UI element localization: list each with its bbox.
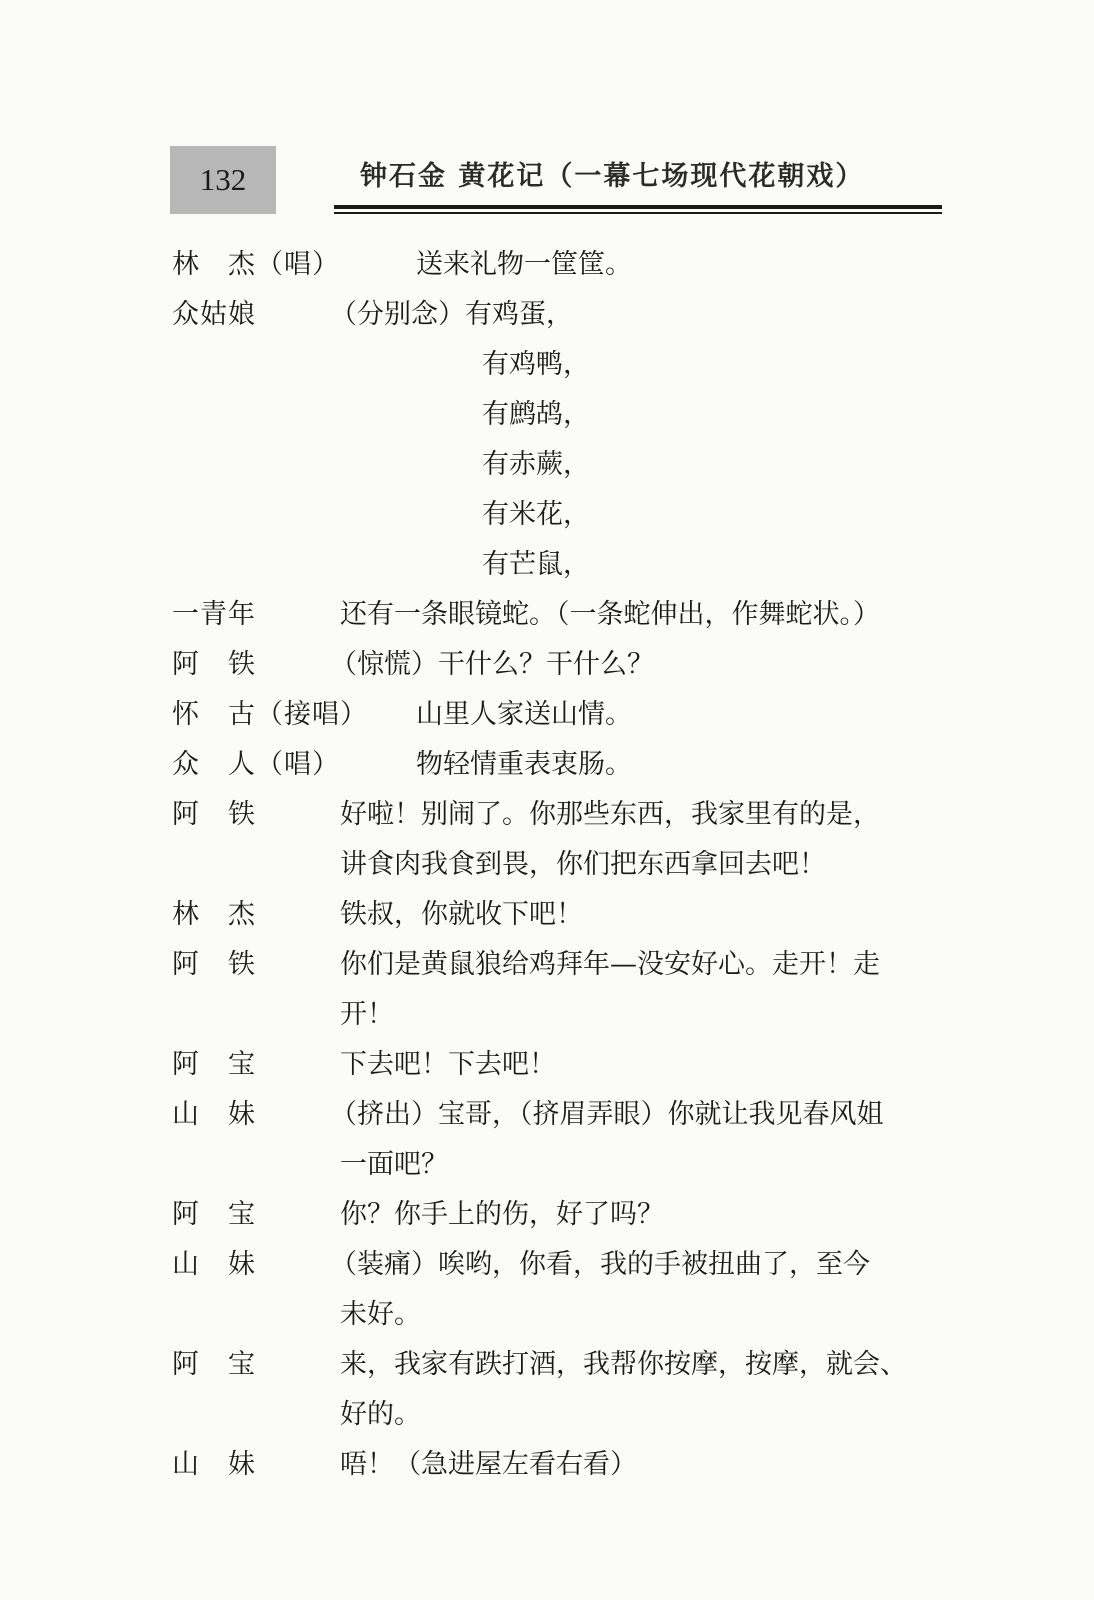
speaker-name: 阿 宝 — [172, 1049, 256, 1080]
script-line — [172, 1240, 942, 1290]
speaker-name: 山 妹 — [172, 1099, 256, 1130]
script-line — [172, 1290, 942, 1340]
speaker-name: 山 妹 — [172, 1249, 256, 1280]
script-line — [172, 940, 942, 990]
script-line — [172, 340, 942, 390]
script-line — [172, 890, 942, 940]
dialogue-text: （装痛）唉哟，你看，我的手被扭曲了，至今 — [330, 1249, 870, 1280]
dialogue-text: 送来礼物一筐筐。 — [416, 249, 632, 280]
dialogue-text: 开！ — [340, 999, 394, 1030]
dialogue-text: 一面吧？ — [340, 1149, 448, 1180]
speaker-name: 阿 宝 — [172, 1349, 256, 1380]
speaker-name: 阿 铁 — [172, 799, 256, 830]
dialogue-text: 有鹧鸪， — [482, 399, 590, 430]
speaker-name: 阿 宝 — [172, 1199, 256, 1230]
header-rule-thin — [334, 212, 942, 214]
script-line — [172, 1190, 942, 1240]
speaker-name: 阿 铁 — [172, 949, 256, 980]
speaker-name: 众姑娘 — [172, 299, 256, 330]
dialogue-text: 唔！（急进屋左看右看） — [340, 1449, 637, 1480]
dialogue-text: 讲食肉我食到畏，你们把东西拿回去吧！ — [340, 849, 826, 880]
script-line — [172, 1090, 942, 1140]
dialogue-text: （分别念）有鸡蛋， — [330, 299, 573, 330]
speaker-name: 众 人（唱） — [172, 749, 340, 780]
script-line — [172, 1390, 942, 1440]
script-line — [172, 1140, 942, 1190]
script-line — [172, 390, 942, 440]
script-line — [172, 1040, 942, 1090]
dialogue-text: （挤出）宝哥，（挤眉弄眼）你就让我见春风姐 — [330, 1099, 884, 1130]
dialogue-text: 有赤蕨， — [482, 449, 590, 480]
dialogue-text: 物轻情重表衷肠。 — [416, 749, 632, 780]
script-line — [172, 240, 942, 290]
dialogue-text: 有鸡鸭， — [482, 349, 590, 380]
script-line — [172, 1340, 942, 1390]
script-line — [172, 990, 942, 1040]
script-line — [172, 790, 942, 840]
running-header-title: 钟石金 黄花记（一幕七场现代花朝戏） — [360, 161, 865, 192]
speaker-name: 林 杰 — [172, 899, 256, 930]
script-line — [172, 740, 942, 790]
script-line — [172, 640, 942, 690]
script-line — [172, 1440, 942, 1490]
dialogue-text: 你？你手上的伤，好了吗？ — [340, 1199, 664, 1230]
script-line — [172, 590, 942, 640]
dialogue-text: 未好。 — [340, 1299, 421, 1330]
speaker-name: 林 杰（唱） — [172, 249, 340, 280]
dialogue-text: 下去吧！下去吧！ — [340, 1049, 556, 1080]
speaker-name: 怀 古（接唱） — [172, 699, 368, 730]
script-line — [172, 440, 942, 490]
dialogue-text: 还有一条眼镜蛇。（一条蛇伸出，作舞蛇状。） — [340, 599, 880, 630]
script-line — [172, 290, 942, 340]
dialogue-text: 铁叔，你就收下吧！ — [340, 899, 583, 930]
page-number-box — [170, 146, 276, 214]
dialogue-text: 有芒鼠， — [482, 549, 590, 580]
script-line — [172, 490, 942, 540]
script-line — [172, 840, 942, 890]
dialogue-text: 有米花， — [482, 499, 590, 530]
dialogue-text: 好啦！别闹了。你那些东西，我家里有的是， — [340, 799, 880, 830]
speaker-name: 阿 铁 — [172, 649, 256, 680]
dialogue-text: 你们是黄鼠狼给鸡拜年—没安好心。走开！走 — [340, 949, 880, 980]
header-rule-thick — [334, 205, 942, 209]
speaker-name: 山 妹 — [172, 1449, 256, 1480]
dialogue-text: 山里人家送山情。 — [416, 699, 632, 730]
script-line — [172, 690, 942, 740]
dialogue-text: 来，我家有跌打酒，我帮你按摩，按摩，就会、 — [340, 1349, 907, 1380]
speaker-name: 一青年 — [172, 599, 256, 630]
script-body — [172, 240, 942, 1490]
dialogue-text: （惊慌）干什么？干什么？ — [330, 649, 654, 680]
page-number: 132 — [199, 162, 247, 197]
dialogue-text: 好的。 — [340, 1399, 421, 1430]
script-line — [172, 540, 942, 590]
